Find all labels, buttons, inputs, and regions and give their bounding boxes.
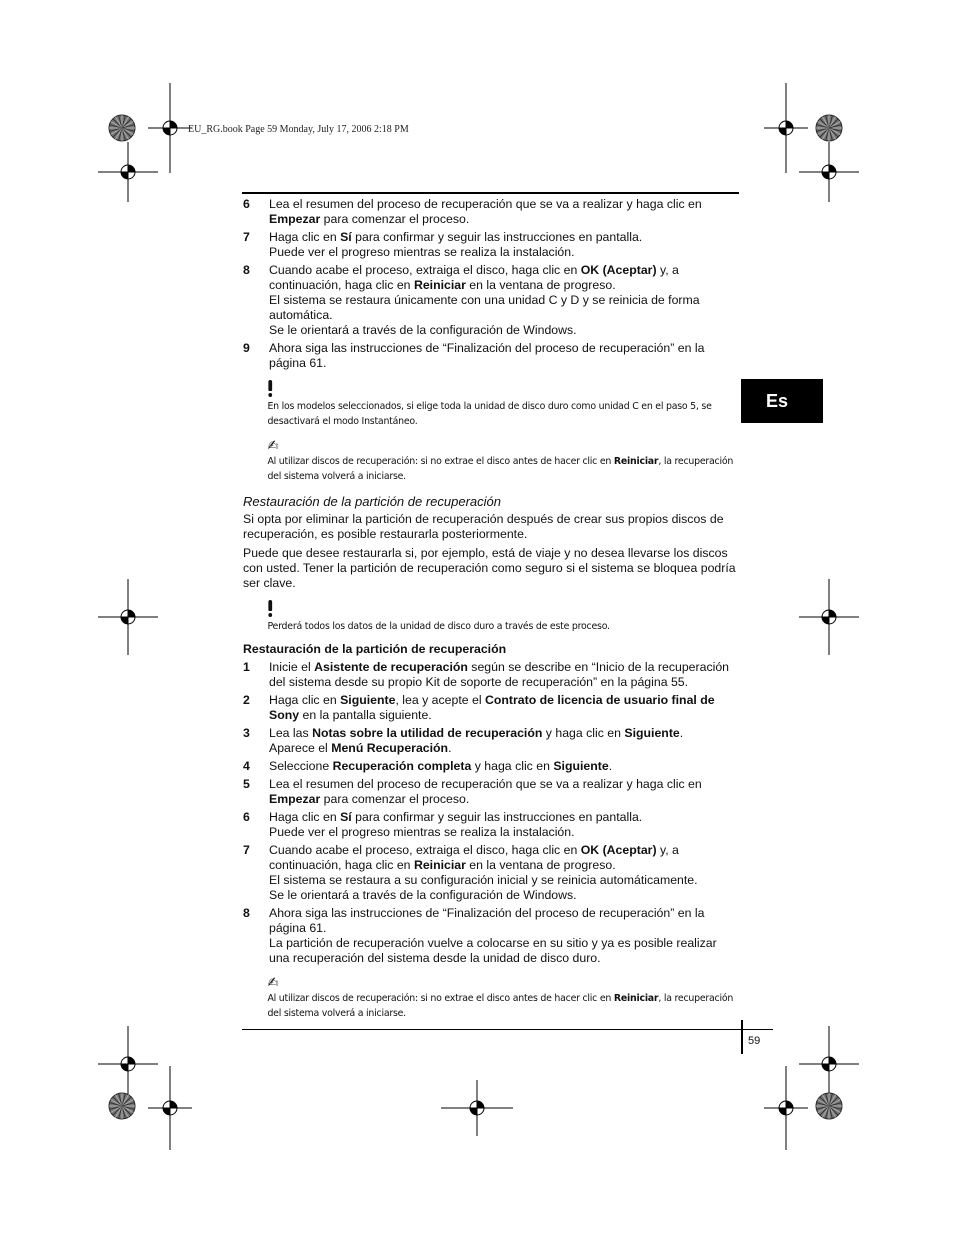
step-item	[243, 726, 738, 756]
step-text-run: .	[679, 726, 684, 740]
tip-note-text-before: Al utilizar discos de recuperación: si no extrae el disco antes de hacer clic en	[267, 993, 614, 1004]
step-text-run: .	[608, 759, 613, 773]
warning-note-1	[243, 380, 737, 429]
step-emphasis: Siguiente	[553, 759, 609, 773]
step-line	[269, 693, 738, 723]
step-emphasis: Siguiente	[340, 693, 396, 707]
step-emphasis: Empezar	[269, 212, 321, 226]
step-text	[269, 906, 738, 966]
step-text-run: en la pantalla siguiente.	[299, 708, 432, 722]
registration-target-quadrant	[121, 1064, 128, 1071]
step-line: Puede ver el progreso mientras se realiza la instalación.	[269, 245, 575, 259]
tip-note-text-after: , la recuperación del sistema volverá a iniciarse.	[267, 993, 734, 1019]
registration-target-quadrant	[121, 172, 128, 179]
step-list-b	[243, 660, 738, 966]
step-line	[269, 759, 738, 774]
step-item	[243, 759, 738, 774]
registration-target-quadrant	[128, 165, 135, 172]
step-emphasis: Sí	[340, 810, 352, 824]
step-emphasis: Sí	[340, 230, 352, 244]
tip-note-2	[243, 975, 737, 1021]
step-emphasis: Menú Recuperación	[331, 741, 449, 755]
tip-note-text-before: Al utilizar discos de recuperación: si no extrae el disco antes de hacer clic en	[267, 456, 614, 467]
page-content	[243, 197, 738, 1029]
registration-target-quadrant	[128, 610, 135, 617]
step-text-run: para comenzar el proceso.	[320, 792, 470, 806]
step-line: Se le orientará a través de la configuración de Windows.	[269, 888, 577, 902]
step-emphasis: OK (Aceptar)	[580, 263, 657, 277]
step-emphasis: Reiniciar	[413, 858, 466, 872]
step-line	[269, 230, 738, 245]
paragraph-2: Puede que desee restaurarla si, por ejemplo, está de viaje y no desea llevarse los discos con usted. Tener la partición de recuperación como seguro si el sistema se bloquea podría ser clave.	[243, 546, 736, 590]
registration-target-quadrant	[163, 1108, 170, 1115]
step-number: 8	[243, 906, 250, 920]
step-number: 7	[243, 230, 250, 244]
step-item	[243, 230, 738, 260]
step-text-run: en la ventana de progreso.	[465, 278, 616, 292]
step-text-run: Haga clic en	[269, 230, 341, 244]
tip-note-text-after: , la recuperación del sistema volverá a iniciarse.	[267, 456, 734, 482]
step-text-run: Inicie el	[269, 660, 315, 674]
registration-target-quadrant	[470, 1108, 477, 1115]
step-number: 3	[243, 726, 250, 740]
step-line	[269, 660, 738, 690]
step-line: El sistema se restaura únicamente con una unidad C y D y se reinicia de forma automática.	[269, 293, 700, 322]
procedure-subheading: Restauración de la partición de recuperación	[243, 642, 507, 656]
registration-target-quadrant	[128, 1057, 135, 1064]
step-text-run: Haga clic en	[269, 810, 341, 824]
step-text	[269, 660, 738, 690]
registration-target-quadrant	[829, 1057, 836, 1064]
step-line: Se le orientará a través de la configuración de Windows.	[269, 323, 577, 337]
step-text-run: para comenzar el proceso.	[320, 212, 470, 226]
tip-note-bold: Reiniciar	[613, 456, 659, 467]
step-text	[269, 759, 738, 774]
step-text-run: y, a continuación, haga clic en	[269, 843, 679, 872]
warning-note-text: Perderá todos los datos de la unidad de disco duro a través de este proceso.	[267, 621, 610, 632]
step-number: 6	[243, 197, 250, 211]
step-text-run: Ahora siga las instrucciones de “Finalización del proceso de recuperación” en la página 61.	[269, 341, 705, 370]
step-item	[243, 777, 738, 807]
step-text-run: .	[448, 741, 452, 755]
bottom-rule	[242, 1029, 773, 1030]
step-text-run: Seleccione	[269, 759, 333, 773]
print-header-note: EU_RG.book Page 59 Monday, July 17, 2006 2:18 PM	[188, 124, 409, 135]
step-text	[269, 693, 738, 723]
step-number: 5	[243, 777, 250, 791]
registration-target-quadrant	[779, 1108, 786, 1115]
step-text-run: Cuando acabe el proceso, extraiga el disco, haga clic en	[269, 843, 581, 857]
step-text	[269, 263, 738, 338]
registration-target-quadrant	[822, 1064, 829, 1071]
registration-target-quadrant	[822, 172, 829, 179]
step-item	[243, 693, 738, 723]
step-line	[269, 726, 738, 741]
step-line: Puede ver el progreso mientras se realiza la instalación.	[269, 825, 575, 839]
step-number: 9	[243, 341, 250, 355]
step-number: 6	[243, 810, 250, 824]
step-text	[269, 843, 738, 903]
registration-target-quadrant	[786, 121, 793, 128]
registration-target-quadrant	[121, 617, 128, 624]
step-text-run: Aparece el	[269, 741, 332, 755]
registration-target-quadrant	[822, 617, 829, 624]
tip-note-1	[243, 438, 737, 484]
step-text	[269, 341, 738, 371]
step-text-run: para confirmar y seguir las instrucciones en pantalla.	[351, 230, 643, 244]
step-text-run: Lea las	[269, 726, 313, 740]
step-emphasis: Notas sobre la utilidad de recuperación	[312, 726, 543, 740]
step-line	[269, 906, 738, 936]
warning-note-2	[243, 600, 737, 634]
registration-target-quadrant	[477, 1101, 484, 1108]
step-text	[269, 230, 738, 260]
step-number: 4	[243, 759, 250, 773]
step-line	[269, 741, 738, 756]
step-item	[243, 660, 738, 690]
step-text-run: y, a continuación, haga clic en	[269, 263, 679, 292]
pen-note-icon: ✍	[267, 975, 279, 991]
step-text	[269, 197, 738, 227]
step-number: 8	[243, 263, 250, 277]
step-line	[269, 777, 738, 807]
step-text-run: según se describe en “Inicio de la recuperación del sistema desde su propio Kit de soporte de recuperación” en la página 55.	[269, 660, 730, 689]
step-item	[243, 197, 738, 227]
registration-target-quadrant	[829, 610, 836, 617]
registration-target-quadrant	[829, 165, 836, 172]
step-line	[269, 810, 738, 825]
step-emphasis: Siguiente	[624, 726, 680, 740]
tip-note-bold: Reiniciar	[613, 993, 659, 1004]
step-item	[243, 906, 738, 966]
step-line: La partición de recuperación vuelve a colocarse en su sitio y ya es posible realizar una recuperación del sistema desde la unidad de disco duro.	[269, 936, 717, 965]
registration-target-quadrant	[786, 1101, 793, 1108]
step-line	[269, 341, 738, 371]
top-rule	[242, 192, 739, 194]
registration-target-quadrant	[779, 128, 786, 135]
language-tab	[741, 379, 823, 423]
paragraph-1: Si opta por eliminar la partición de recuperación después de crear sus propios discos de recuperación, es posible restaurarla posteriormente.	[243, 512, 724, 541]
registration-target-quadrant	[170, 1101, 177, 1108]
step-text-run: Lea el resumen del proceso de recuperación que se va a realizar y haga clic en	[269, 777, 702, 791]
step-line	[269, 197, 738, 227]
registration-target-quadrant	[170, 121, 177, 128]
page-number: 59	[748, 1035, 761, 1047]
step-text-run: , lea y acepte el	[395, 693, 485, 707]
exclamation-icon	[267, 600, 273, 618]
pen-note-icon: ✍	[267, 438, 279, 454]
step-emphasis: Asistente de recuperación	[314, 660, 468, 674]
step-text-run: y haga clic en	[542, 726, 625, 740]
step-text-run: Ahora siga las instrucciones de “Finalización del proceso de recuperación” en la página 61.	[269, 906, 705, 935]
step-line	[269, 843, 738, 873]
language-tab-label: Es	[766, 390, 789, 411]
step-emphasis: OK (Aceptar)	[580, 843, 657, 857]
exclamation-icon	[267, 380, 273, 398]
step-item	[243, 341, 738, 371]
registration-target-quadrant	[163, 128, 170, 135]
step-item	[243, 810, 738, 840]
warning-note-text: En los modelos seleccionados, si elige toda la unidad de disco duro como unidad C en el paso 5, se desactivará el modo Instantáneo.	[267, 401, 712, 427]
step-emphasis: Reiniciar	[413, 278, 466, 292]
step-text	[269, 810, 738, 840]
step-text	[269, 726, 738, 756]
step-text-run: Cuando acabe el proceso, extraiga el disco, haga clic en	[269, 263, 581, 277]
step-text-run: en la ventana de progreso.	[465, 858, 616, 872]
step-number: 7	[243, 843, 250, 857]
step-emphasis: Recuperación completa	[332, 759, 472, 773]
step-list-a	[243, 197, 738, 371]
step-number: 2	[243, 693, 250, 707]
step-text-run: Haga clic en	[269, 693, 341, 707]
step-line: El sistema se restaura a su configuración inicial y se reinicia automáticamente.	[269, 873, 698, 887]
step-number: 1	[243, 660, 250, 674]
step-text	[269, 777, 738, 807]
step-item	[243, 843, 738, 903]
step-text-run: para confirmar y seguir las instrucciones en pantalla.	[351, 810, 643, 824]
step-text-run: y haga clic en	[471, 759, 554, 773]
step-emphasis: Contrato de licencia de usuario final de Sony	[269, 693, 715, 722]
page-number-bar	[741, 1020, 743, 1054]
step-emphasis: Empezar	[269, 792, 321, 806]
step-text-run: Lea el resumen del proceso de recuperación que se va a realizar y haga clic en	[269, 197, 702, 211]
step-line	[269, 263, 738, 293]
step-item	[243, 263, 738, 338]
section-title: Restauración de la partición de recuperación	[243, 494, 501, 509]
